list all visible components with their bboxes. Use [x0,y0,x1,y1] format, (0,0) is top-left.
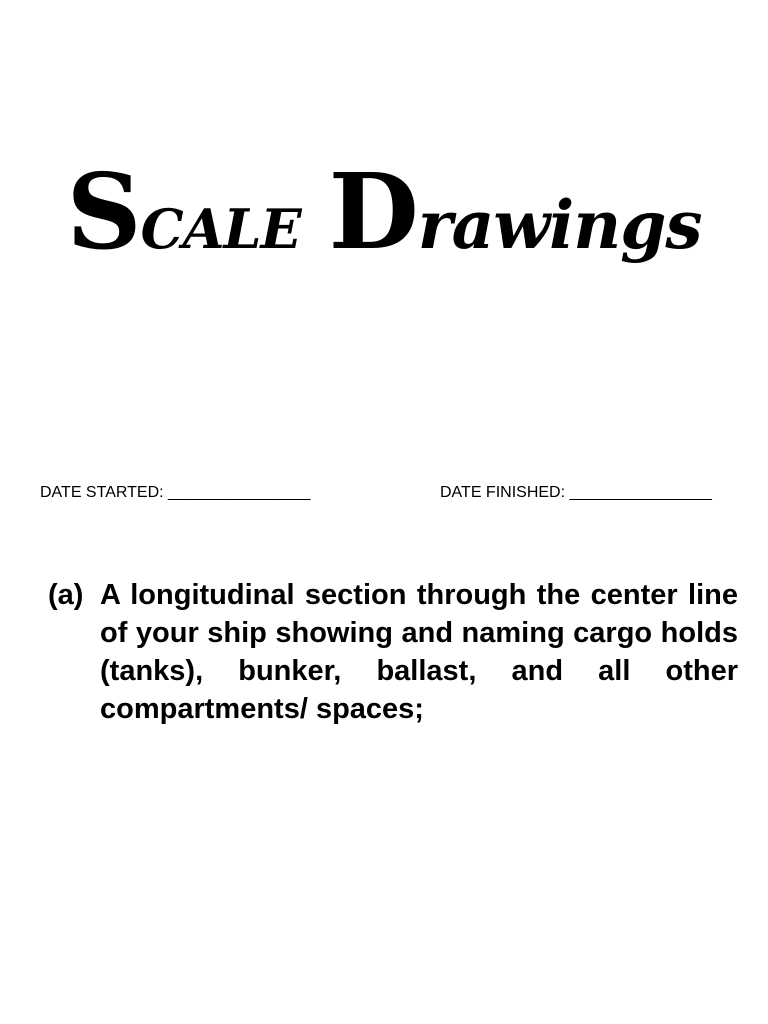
date-finished-field [440,484,712,502]
title-initial-s: S [66,150,141,273]
date-finished-label: DATE FINISHED: [440,484,566,501]
list-item-text: A longitudinal section through the center line of your ship showing and naming cargo holds (tanks), bunker, ballast, and all other compartments/ spaces; [100,579,738,725]
date-finished-blank: ________________ [569,484,712,501]
title-initial-d: D [328,150,418,273]
date-started-label: DATE STARTED: [40,484,164,501]
list-item [48,576,738,728]
page-title [0,150,768,273]
title-word-scale-rest: CALE [140,197,301,261]
title-word-drawings-rest: rawings [417,186,702,264]
date-started-field [40,484,310,502]
list-item-marker: (a) [48,579,84,611]
date-started-blank: ________________ [168,484,311,501]
